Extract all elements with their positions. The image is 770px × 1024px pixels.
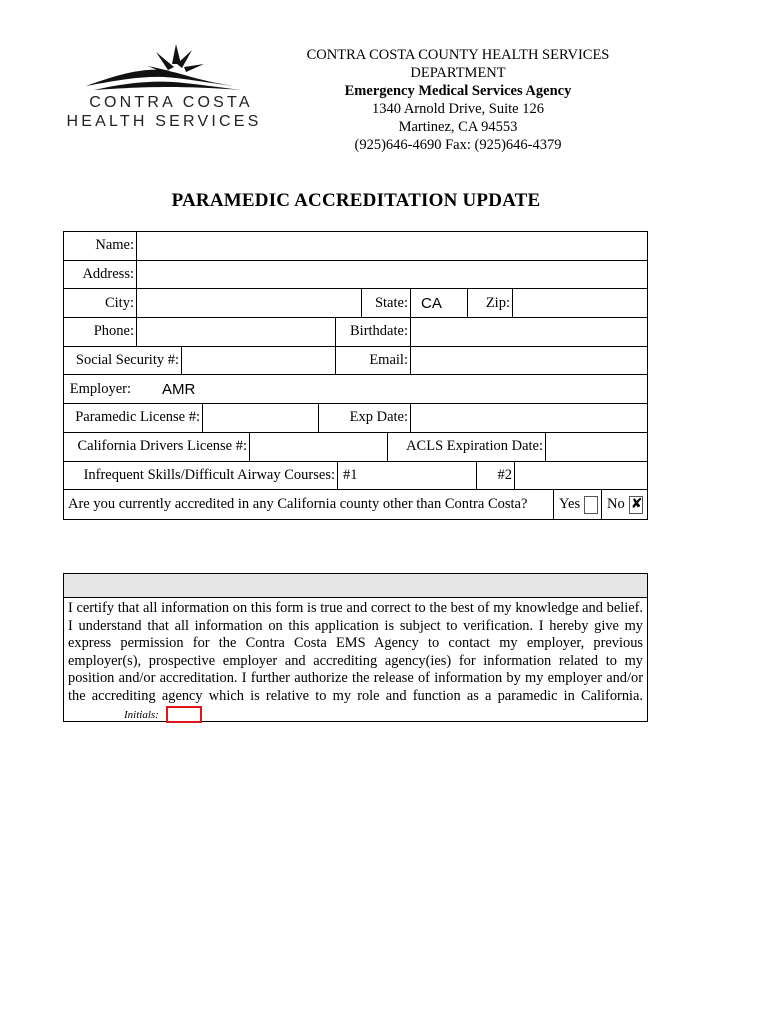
row-employer — [64, 375, 647, 404]
certification-statement — [64, 598, 647, 724]
yes-option — [553, 490, 601, 519]
row-address — [64, 261, 647, 290]
zip-field[interactable] — [512, 289, 648, 317]
acls-label: ACLS Expiration Date: — [406, 438, 543, 455]
certification-header-bar — [64, 574, 647, 598]
drivers-license-field[interactable] — [249, 433, 388, 461]
form-title: PARAMEDIC ACCREDITATION UPDATE — [171, 190, 541, 211]
employer-field[interactable]: AMR — [162, 380, 196, 398]
skills-course-1-field[interactable] — [337, 462, 477, 490]
zip-label: Zip: — [485, 294, 510, 311]
accreditation-form — [63, 231, 648, 520]
row-skills — [64, 462, 647, 491]
state-field[interactable]: CA — [410, 289, 468, 317]
agency-name-line1: CONTRA COSTA COUNTY HEALTH SERVICES — [306, 47, 610, 63]
no-check-mark: ✘ — [630, 495, 643, 512]
no-label: No — [607, 496, 625, 513]
no-option — [601, 490, 648, 519]
exp-date-field[interactable] — [410, 404, 648, 432]
skills-label: Infrequent Skills/Difficult Airway Courses: — [83, 466, 335, 483]
initials-field[interactable] — [166, 706, 202, 723]
logo-text-line2: HEALTH SERVICES — [66, 113, 262, 130]
birthdate-label: Birthdate: — [350, 323, 408, 340]
initials-label: Initials: — [124, 708, 159, 721]
name-field[interactable] — [136, 232, 648, 260]
city-label: City: — [104, 294, 134, 311]
row-ssn — [64, 347, 647, 376]
employer-label: Employer: — [69, 380, 131, 397]
phone-label: Phone: — [93, 323, 134, 340]
phone-field[interactable] — [136, 318, 336, 346]
state-label: State: — [374, 294, 408, 311]
certification-text: I certify that all information on this form is true and correct to the best of my knowledge and belief. I understand that all information on this application is subject to verification. I hereby give my express permission for the Contra Costa EMS Agency to contact my employer, previous employer(s), prospective employer and accrediting agency(ies) for information related to my position and/or accreditation. I further authorize the release of information by my employer and/or the accrediting agency which is relative to my role and function as a paramedic in California. — [68, 600, 643, 704]
skills-course-1-label: #1 — [343, 466, 358, 483]
yes-checkbox[interactable] — [584, 496, 598, 514]
exp-date-label: Exp Date: — [349, 409, 408, 426]
license-field[interactable] — [202, 404, 319, 432]
agency-logo — [62, 42, 262, 134]
email-field[interactable] — [410, 347, 648, 375]
acls-field[interactable] — [545, 433, 648, 461]
ssn-field[interactable] — [181, 347, 336, 375]
birthdate-field[interactable] — [410, 318, 648, 346]
city-field[interactable] — [136, 289, 362, 317]
no-checkbox[interactable] — [629, 496, 643, 514]
yes-label: Yes — [559, 496, 581, 513]
agency-address: 1340 Arnold Drive, Suite 126 — [372, 101, 544, 117]
certification-section — [63, 573, 648, 722]
agency-city: Martinez, CA 94553 — [398, 119, 518, 135]
agency-phone: (925)646-4690 Fax: (925)646-4379 — [354, 137, 562, 153]
row-name — [64, 232, 647, 261]
row-license — [64, 404, 647, 433]
row-city — [64, 289, 647, 318]
row-phone — [64, 318, 647, 347]
row-drivers-license — [64, 433, 647, 462]
skills-course-2-label: #2 — [497, 466, 512, 483]
drivers-license-label: California Drivers License #: — [77, 438, 247, 455]
ssn-label: Social Security #: — [75, 352, 179, 369]
address-label: Address: — [82, 266, 134, 283]
email-label: Email: — [369, 352, 408, 369]
mountain-sun-icon — [84, 42, 244, 94]
agency-division: Emergency Medical Services Agency — [344, 83, 572, 99]
address-field[interactable] — [136, 261, 648, 289]
skills-course-2-field[interactable] — [514, 462, 648, 490]
license-label: Paramedic License #: — [75, 409, 200, 426]
logo-text-line1: CONTRA COSTA — [89, 94, 253, 111]
row-accredited — [64, 490, 647, 519]
agency-name-line2: DEPARTMENT — [410, 65, 506, 81]
agency-header — [278, 46, 638, 154]
accredited-question: Are you currently accredited in any California county other than Contra Costa? — [68, 496, 528, 513]
name-label: Name: — [95, 237, 134, 254]
